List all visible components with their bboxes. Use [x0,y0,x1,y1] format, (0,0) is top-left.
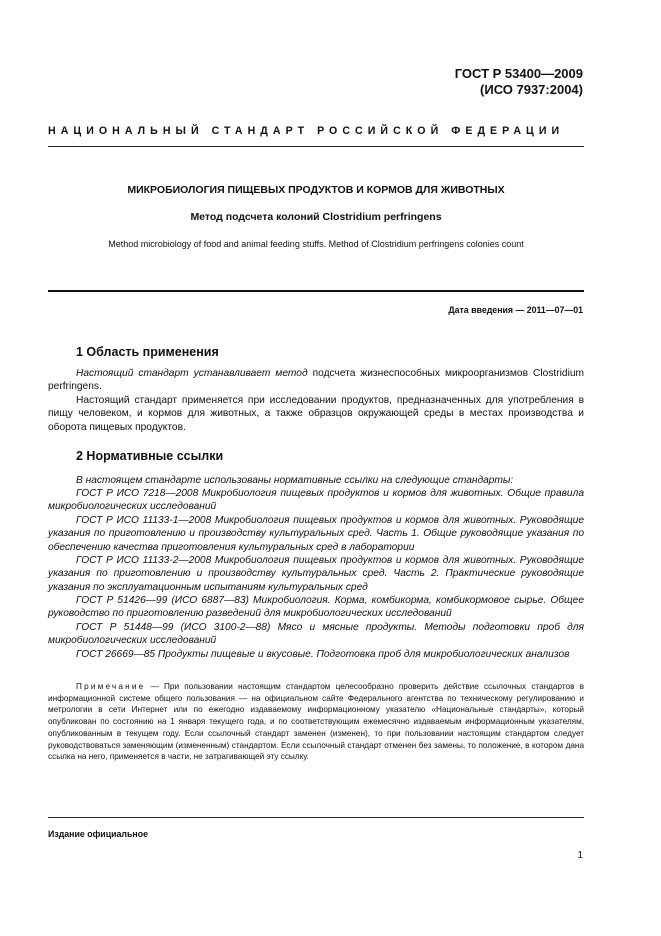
section-1-heading: 1 Область применения [76,345,219,359]
header-divider [48,146,584,147]
reference-item: ГОСТ Р ИСО 11133-1—2008 Микробиология пищевых продуктов и кормов для животных. Руководящие указания по приготовлению и производству культуральных сред. Часть 1. Общие руководящие указания по обеспечению качества приготовления культуральных сред в лаборатории [48,515,584,553]
reference-item: ГОСТ 26669—85 Продукты пищевые и вкусовые. Подготовка проб для микробиологических анализов [76,649,570,660]
section-1-p1-text: подсчета жизнеспособных микроорганизмов Clostridium perfringens. [48,368,584,393]
english-title: Method microbiology of food and animal feeding stuffs. Method of Clostridium perfringens colonies count [108,239,524,249]
note-text: — При пользовании настоящим стандартом целесообразно проверить действие ссылочных стандартов в информационной системе общего пользования — на официальном сайте Федерального агентства по техническому регулированию и метрологии в сети Интернет или по ежегодно издаваемому информационному указателю «Национальные стандарты», который опубликован по состоянию на 1 января текущего года, и по соответствующим ежемесячно издаваемым информационным указателям, опубликованным в текущем году. Если ссылочный стандарт заменен (изменен), то при пользовании настоящим стандартом следует руководствоваться заменяющим (измененным) стандартом. Если ссылочный стандарт отменен без замены, то положение, в котором дана ссылка на него, применяется в части, не затрагивающей эту ссылку. [48,682,584,762]
standard-designation [455,66,583,98]
section-1-paragraph-1 [48,367,584,394]
document-subtitle: Метод подсчета колоний Clostridium perfringens [190,211,442,223]
section-2-intro: В настоящем стандарте использованы нормативные ссылки на следующие стандарты: [76,475,514,486]
standard-number: ГОСТ Р 53400—2009 [454,66,583,81]
reference-item: ГОСТ Р 51426—99 (ИСО 6887—83) Микробиология. Корма, комбикорма, комбикормовое сырье. Общее руководство по приготовлению разведений для микробиологических исследований [48,595,584,620]
official-edition-label: Издание официальное [48,829,148,839]
introduction-date: Дата введения — 2011—07—01 [448,305,583,315]
national-standard-banner: НАЦИОНАЛЬНЫЙ СТАНДАРТ РОССИЙСКОЙ ФЕДЕРАЦИИ [48,125,565,137]
reference-item: ГОСТ Р ИСО 11133-2—2008 Микробиология пищевых продуктов и кормов для животных. Руководящие указания по приготовлению и производству культуральных сред. Часть 2. Практические руководящие указания по эксплуатационным испытаниям культуральных сред [48,555,584,593]
section-1-p1-italic: Настоящий стандарт устанавливает метод [76,368,308,379]
page-number: 1 [577,850,583,861]
section-1-paragraph-2: Настоящий стандарт применяется при исследовании продуктов, предназначенных для употребления в пищу человеком, и кормов для животных, а также образцов окружающей среды в местах производства и оборота пищевых продуктов. [48,395,584,433]
footer-divider [48,817,584,818]
reference-item: ГОСТ Р ИСО 7218—2008 Микробиология пищевых продуктов и кормов для животных. Общие правила микробиологических исследований [48,488,584,513]
title-divider [48,290,584,292]
reference-item: ГОСТ Р 51448—99 (ИСО 3100-2—88) Мясо и мясные продукты. Методы подготовки проб для микробиологических исследований [48,622,584,647]
document-title: МИКРОБИОЛОГИЯ ПИЩЕВЫХ ПРОДУКТОВ И КОРМОВ ДЛЯ ЖИВОТНЫХ [127,184,505,196]
section-2-heading: 2 Нормативные ссылки [76,449,224,463]
note-paragraph [48,681,584,763]
iso-number: (ИСО 7937:2004) [480,82,583,97]
note-label: Примечание [76,682,146,691]
